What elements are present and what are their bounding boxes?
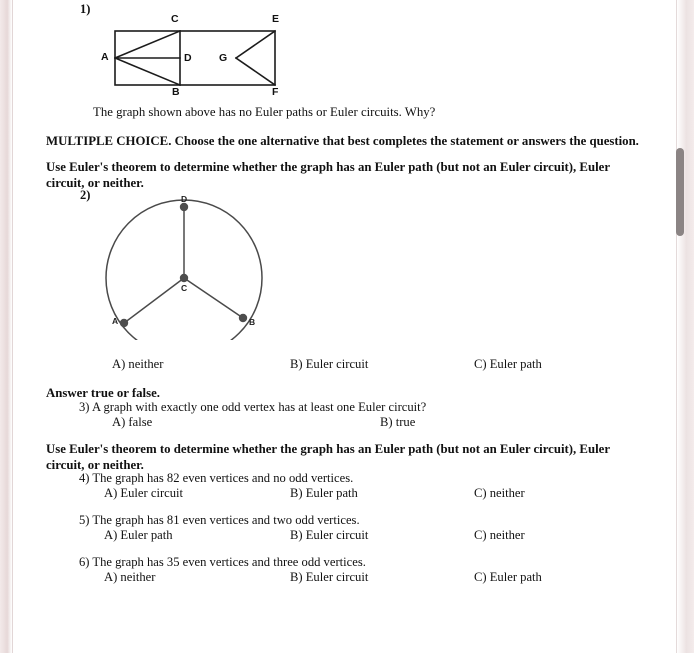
figure-1-caption: The graph shown above has no Euler paths or Euler circuits. Why? [93, 105, 436, 119]
figure-1-label-C: C [171, 13, 179, 25]
question-4-text: 4) The graph has 82 even vertices and no odd vertices. [79, 471, 354, 485]
figure-2-label-A: A [112, 316, 119, 326]
question-6-choice-a[interactable]: A) neither [104, 570, 156, 584]
question-4-choice-c[interactable]: C) neither [474, 486, 525, 500]
figure-1-label-G: G [219, 52, 228, 64]
question-5-choice-b[interactable]: B) Euler circuit [290, 528, 369, 542]
question-2-choice-b[interactable]: B) Euler circuit [290, 357, 369, 371]
figure-2-label-B: B [249, 317, 256, 327]
multiple-choice-instruction: MULTIPLE CHOICE. Choose the one alternative that best completes the statement or answers the question. [46, 134, 639, 148]
question-3-text: 3) A graph with exactly one odd vertex has at least one Euler circuit? [79, 400, 427, 414]
euler-theorem-instruction-2: Use Euler's theorem to determine whether the graph has an Euler path (but not an Euler circuit), Euler circuit, or neither. [46, 442, 610, 472]
question-6-choice-c[interactable]: C) Euler path [474, 570, 542, 584]
figure-1-label-A: A [101, 51, 109, 63]
question-5-choice-a[interactable]: A) Euler path [104, 528, 173, 542]
true-false-instruction: Answer true or false. [46, 386, 160, 400]
question-3-choice-b[interactable]: B) true [380, 415, 416, 429]
figure-1-label-D: D [184, 52, 192, 64]
figure-2-label-C: C [181, 283, 188, 293]
question-4-choice-b[interactable]: B) Euler path [290, 486, 358, 500]
question-5-text: 5) The graph has 81 even vertices and two odd vertices. [79, 513, 360, 527]
figure-1-graph [95, 14, 305, 106]
question-6-text: 6) The graph has 35 even vertices and three odd vertices. [79, 555, 366, 569]
question-3-choice-a[interactable]: A) false [112, 415, 153, 429]
figure-1-label-F: F [272, 86, 279, 98]
question-4-choice-a[interactable]: A) Euler circuit [104, 486, 184, 500]
figure-2-label-D: D [181, 194, 188, 204]
question-2-choice-a[interactable]: A) neither [112, 357, 164, 371]
question-2-number: 2) [80, 188, 91, 202]
question-6-choice-b[interactable]: B) Euler circuit [290, 570, 369, 584]
figure-1-label-E: E [272, 13, 280, 25]
question-2-choice-c[interactable]: C) Euler path [474, 357, 542, 371]
figure-1-label-B: B [172, 86, 180, 98]
question-1-number: 1) [80, 2, 91, 16]
euler-theorem-instruction-1: Use Euler's theorem to determine whether the graph has an Euler path (but not an Euler circuit), Euler circuit, or neither. [46, 160, 610, 190]
figure-2-graph [98, 194, 278, 340]
question-5-choice-c[interactable]: C) neither [474, 528, 525, 542]
